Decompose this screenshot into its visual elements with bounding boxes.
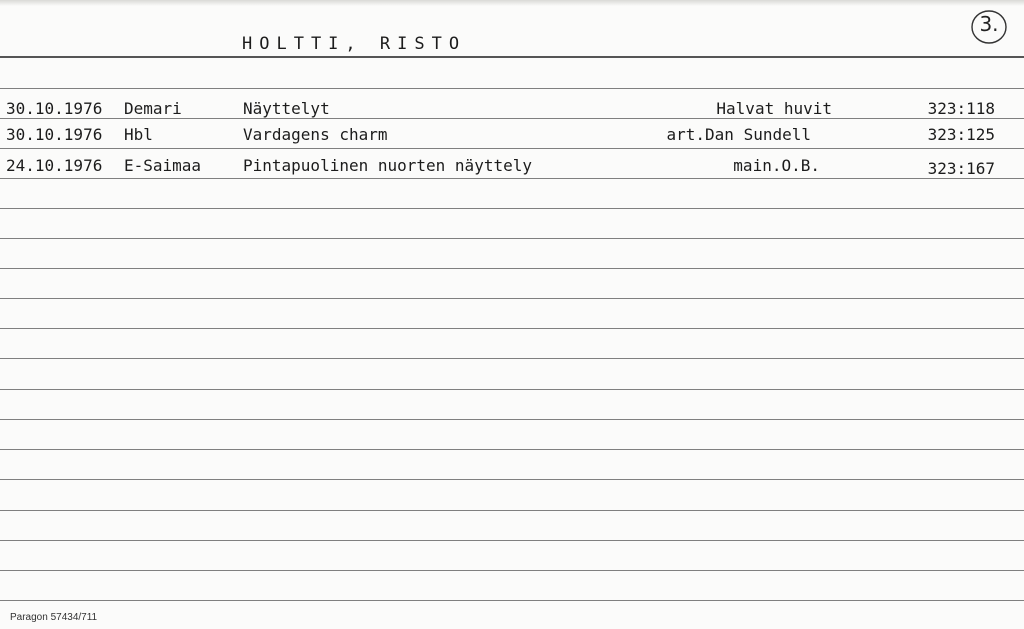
rule (0, 238, 1024, 239)
rule (0, 88, 1024, 89)
heading-rule (0, 56, 1024, 58)
entry-reference: 323:118 (927, 99, 995, 118)
entry-date: 30.10.1976 (6, 125, 103, 144)
card-edge (0, 0, 1024, 6)
entry-title: Pintapuolinen nuorten näyttely (243, 156, 532, 175)
rule (0, 389, 1024, 390)
rule (0, 479, 1024, 480)
entry-row (0, 99, 1024, 125)
entry-row (0, 156, 1024, 182)
entry-author: Halvat huvit (716, 99, 832, 118)
entry-date: 30.10.1976 (6, 99, 103, 118)
rule (0, 298, 1024, 299)
rule (0, 328, 1024, 329)
entry-date: 24.10.1976 (6, 156, 103, 175)
entry-title: Näyttelyt (243, 99, 330, 118)
entry-newspaper: E-Saimaa (124, 156, 202, 175)
entry-reference: 323:125 (927, 125, 995, 144)
rule (0, 540, 1024, 541)
entry-title: Vardagens charm (243, 125, 388, 144)
entry-newspaper: Demari (124, 99, 182, 118)
printer-imprint: Paragon 57434/711 (10, 612, 98, 623)
rule (0, 510, 1024, 511)
rule (0, 208, 1024, 209)
rule (0, 570, 1024, 571)
entry-row (0, 125, 1024, 151)
entry-author: art.Dan Sundell (666, 125, 811, 144)
entry-reference: 323:167 (927, 159, 995, 178)
rule (0, 358, 1024, 359)
entry-newspaper: Hbl (124, 125, 153, 144)
card-number-text: 3. (979, 12, 999, 36)
rule (0, 419, 1024, 420)
rule (0, 449, 1024, 450)
card-number (970, 8, 1010, 44)
card-heading: HOLTTI, RISTO (242, 34, 467, 54)
entry-author: main.O.B. (733, 156, 820, 175)
rule (0, 268, 1024, 269)
rule (0, 600, 1024, 601)
